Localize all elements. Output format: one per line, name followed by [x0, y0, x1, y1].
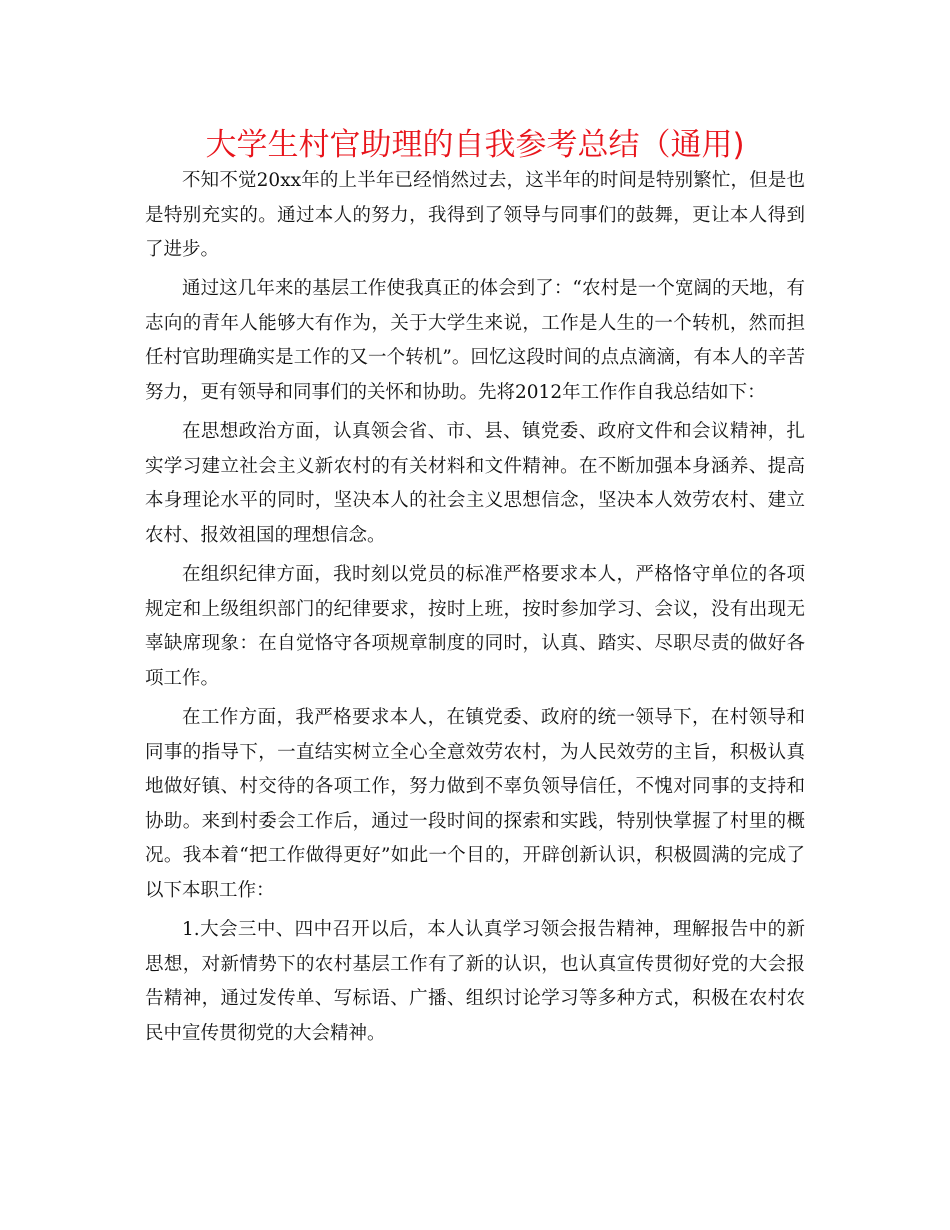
paragraph-discipline: 在组织纪律方面，我时刻以党员的标准严格要求本人，严格恪守单位的各项规定和上级组织部门的纪律要求，按时上班，按时参加学习、会议，没有出现无辜缺席现象：在自觉恪守各项规章制度的同时，认真、踏实、尽职尽责的做好各项工作。: [145, 564, 805, 689]
document-title: 大学生村官助理的自我参考总结（通用): [205, 127, 745, 163]
document-body: [145, 164, 805, 1056]
paragraph-political: 在思想政治方面，认真领会省、市、县、镇党委、政府文件和会议精神，扎实学习建立社会主义新农村的有关材料和文件精神。在不断加强本身涵养、提高本身理论水平的同时，坚决本人的社会主义思想信念，坚决本人效劳农村、建立农村、报效祖国的理想信念。: [145, 421, 805, 546]
paragraph-item-1: 1.大会三中、四中召开以后，本人认真学习领会报告精神，理解报告中的新思想，对新情势下的农村基层工作有了新的认识，也认真宣传贯彻好党的大会报告精神，通过发传单、写标语、广播、组织讨论学习等多种方式，积极在农村农民中宣传贯彻党的大会精神。: [145, 918, 805, 1044]
paragraph-experience: 通过这几年来的基层工作使我真正的体会到了：“农村是一个宽阔的天地，有志向的青年人能够大有作为，关于大学生来说，工作是人生的一个转机，然而担任村官助理确实是工作的又一个转机”。回忆这段时间的点点滴滴，有本人的辛苦努力，更有领导和同事们的关怀和协助。先将2012年工作作自我总结如下：: [145, 278, 805, 404]
paragraph-intro: 不知不觉20xx年的上半年已经悄然过去，这半年的时间是特别繁忙，但是也是特别充实的。通过本人的努力，我得到了领导与同事们的鼓舞，更让本人得到了进步。: [145, 170, 805, 261]
paragraph-work: 在工作方面，我严格要求本人，在镇党委、政府的统一领导下，在村领导和同事的指导下，一直结实树立全心全意效劳农村，为人民效劳的主旨，积极认真地做好镇、村交待的各项工作，努力做到不辜负领导信任，不愧对同事的支持和协助。来到村委会工作后，通过一段时间的探索和实践，特别快掌握了村里的概况。我本着“把工作做得更好”如此一个目的，开辟创新认识，积极圆满的完成了以下本职工作：: [145, 706, 805, 901]
